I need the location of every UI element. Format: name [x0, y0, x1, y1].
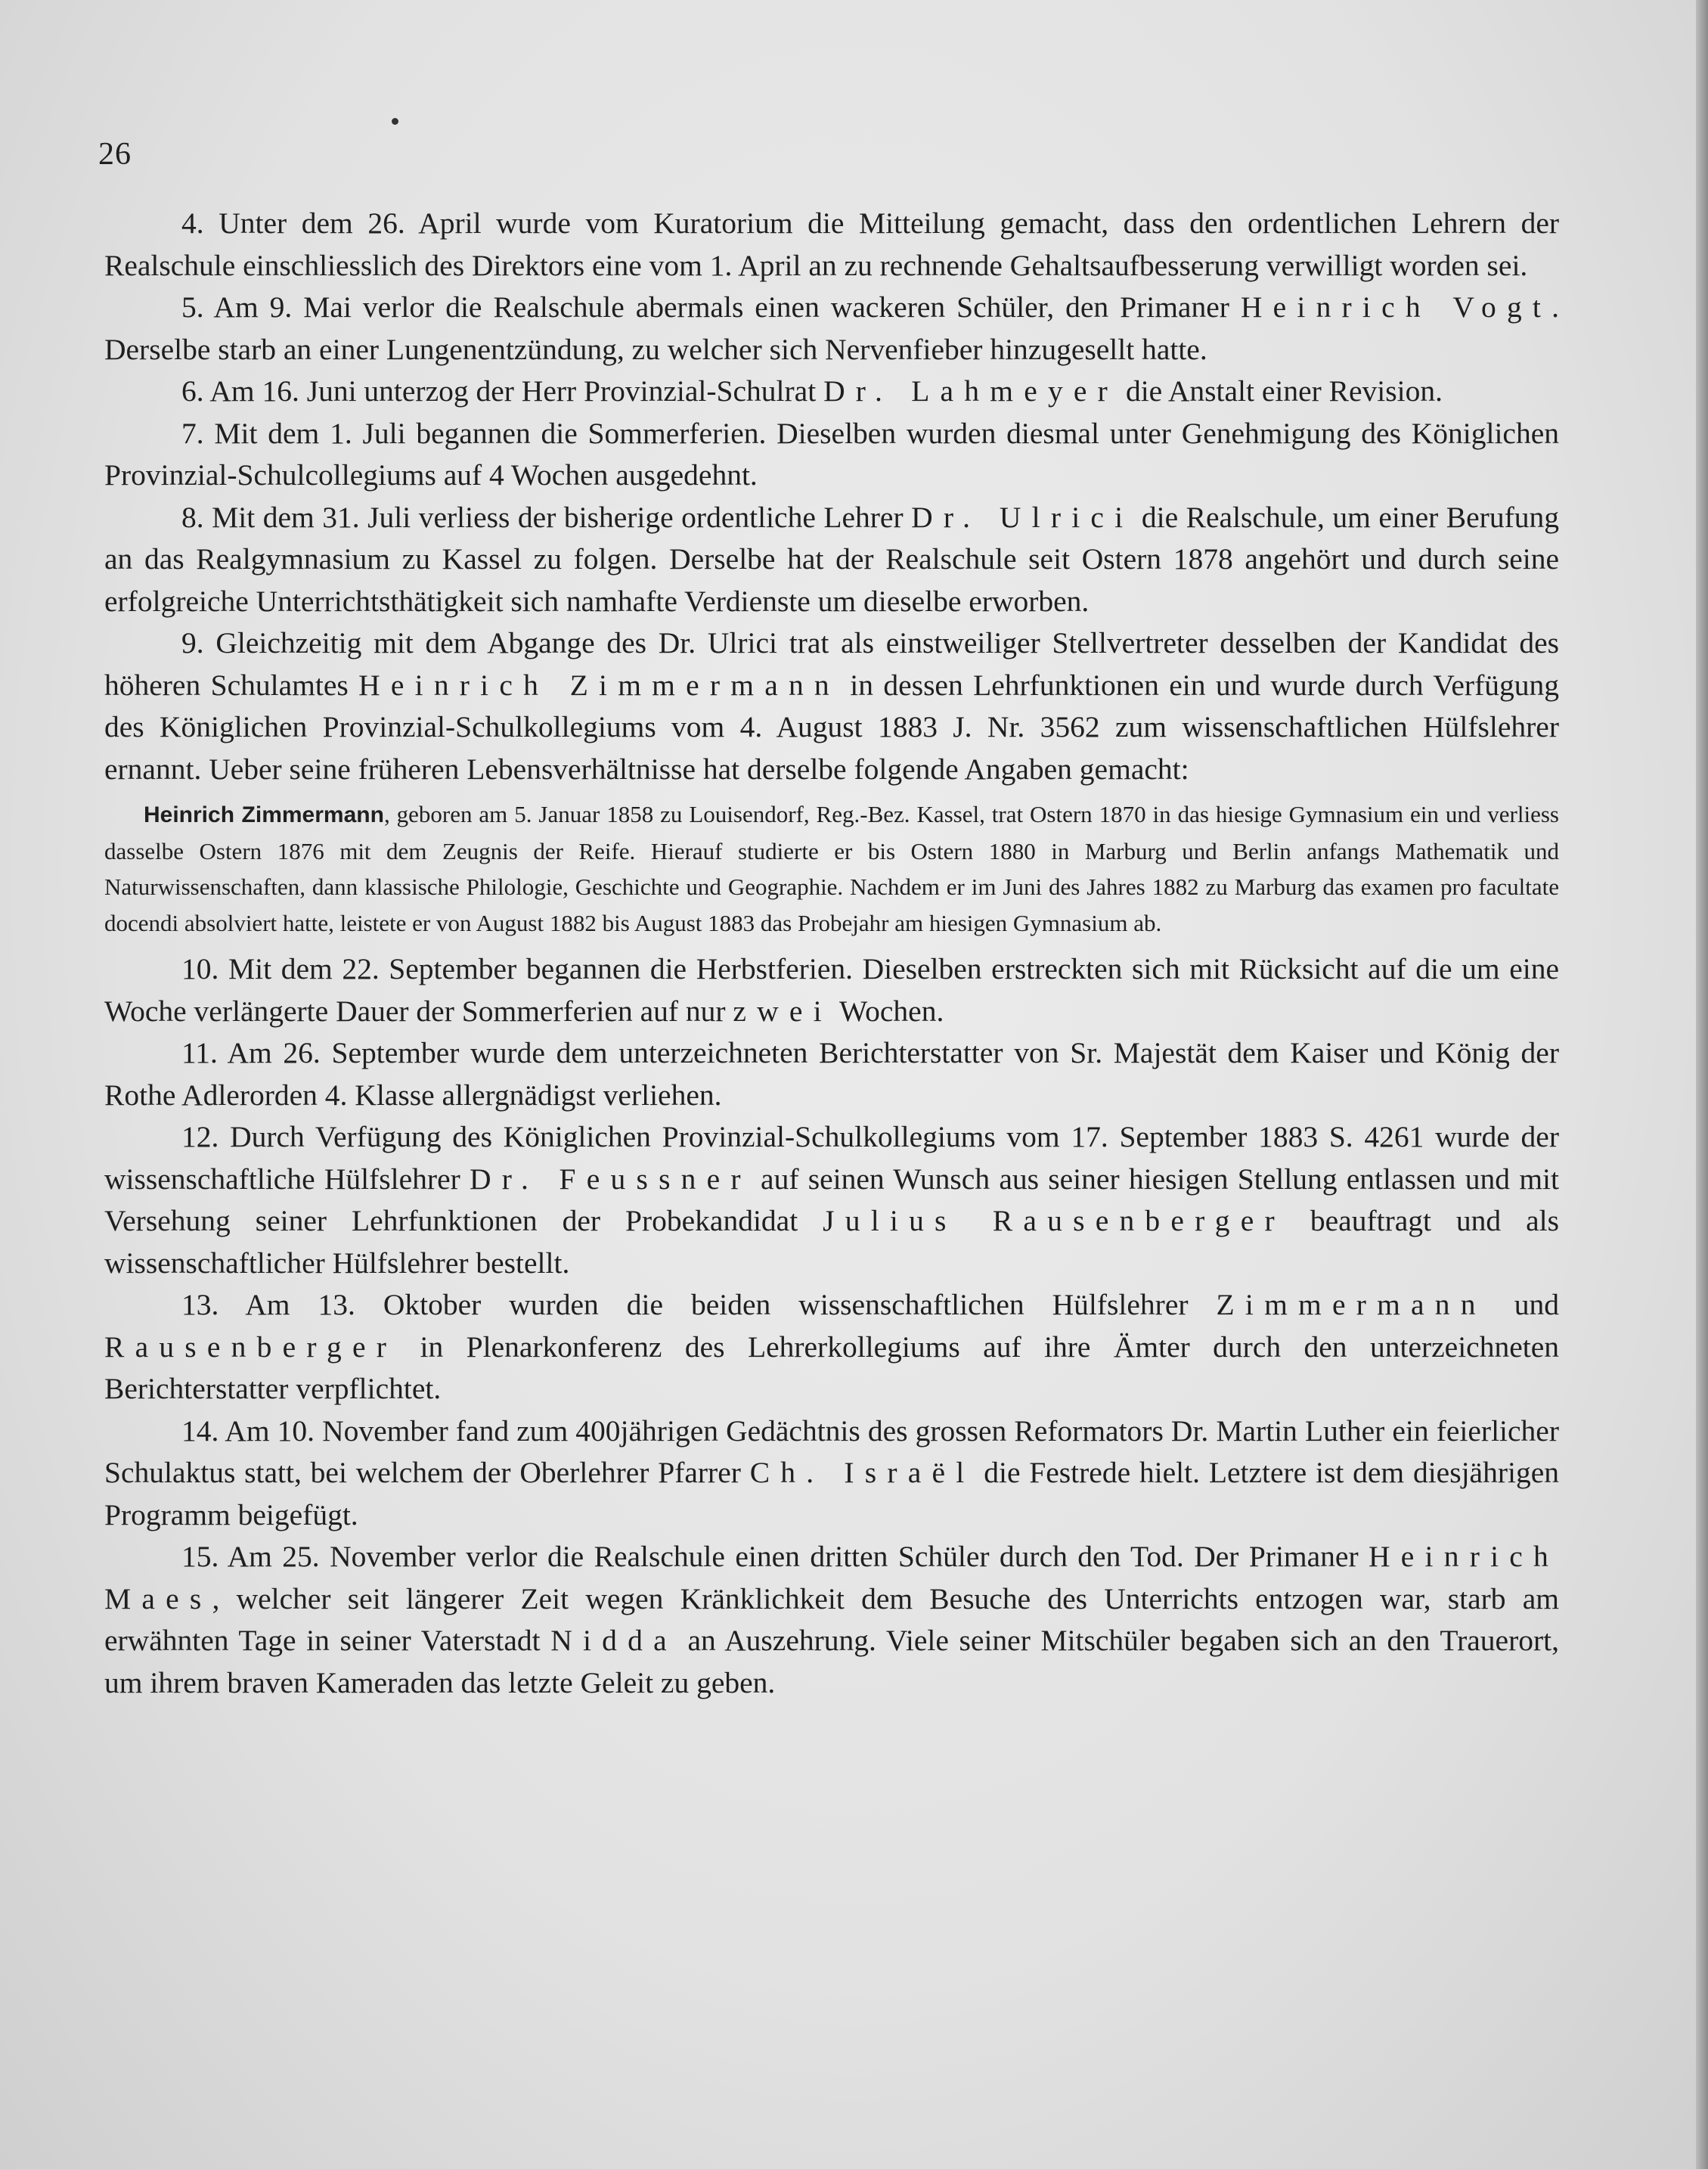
paragraph-8-text-a: 8. Mit dem 31. Juli verliess der bisherige ordentliche Lehrer — [181, 500, 912, 534]
paragraph-4 — [104, 203, 1559, 287]
paragraph-13-text-c: und — [1486, 1288, 1559, 1321]
paragraph-5-text-c: . Derselbe starb an einer Lungenentzündung, zu welcher sich Nervenfieber hinzugesellt hatte. — [104, 290, 1559, 366]
paragraph-6-text-c: die Anstalt einer Revision. — [1118, 374, 1443, 408]
paragraph-12 — [104, 1116, 1559, 1284]
paragraph-14 — [104, 1410, 1559, 1537]
paragraph-12-name-2: Julius Rausenberger — [823, 1204, 1285, 1237]
paragraph-15-place: Nidda — [550, 1624, 677, 1657]
paragraph-12-text-a: 12. Durch Verfügung des Königlichen Provinzial-Schulkollegiums vom 17. September 1883 S. 4261 wurde der wissenschaftliche Hülfslehrer — [104, 1120, 1559, 1196]
paragraph-13-name-2: Rausenberger — [104, 1330, 398, 1364]
paragraph-10-text-a: 10. Mit dem 22. September begannen die Herbstferien. Dieselben erstreckten sich mit Rücksicht auf die um eine Woche verlängerte Dauer der Sommerferien auf nur — [104, 952, 1559, 1028]
paragraph-9-text-c: in dessen Lehrfunktionen ein und wurde durch Verfügung des Königlichen Provinzial-Schulkollegiums vom 4. August 1883 J. Nr. 3562 zum wissenschaftlichen Hülfslehrer ernannt. Ueber seine früheren Lebensverhältnisse hat derselbe folgende Angaben gemacht: — [104, 668, 1559, 786]
paragraph-15-name: Heinrich Maes — [104, 1540, 1559, 1615]
paragraph-13-text-e: in Plenarkonferenz des Lehrerkollegiums auf ihre Ämter durch den unterzeichneten Berichterstatter verpflichtet. — [104, 1330, 1559, 1405]
paragraph-15-text-e: an Auszehrung. Viele seiner Mitschüler begaben sich an den Trauerort, um ihrem braven Kameraden das letzte Geleit zu geben. — [104, 1624, 1559, 1699]
page-number: 26 — [98, 137, 132, 172]
biography-note-name: Heinrich Zimmermann — [144, 802, 384, 827]
paragraph-15 — [104, 1536, 1559, 1704]
paragraph-6 — [104, 371, 1559, 413]
paragraph-12-name-1: Dr. Feussner — [470, 1162, 752, 1196]
paragraph-10 — [104, 948, 1559, 1032]
paragraph-10-text-c: Wochen. — [832, 994, 944, 1028]
paragraph-6-name: Dr. Lahmeyer — [823, 374, 1119, 408]
paragraph-5-name: Heinrich Vogt — [1240, 290, 1552, 324]
paragraph-7 — [104, 413, 1559, 497]
paragraph-9 — [104, 622, 1559, 790]
paragraph-7-text: 7. Mit dem 1. Juli begannen die Sommerferien. Dieselben wurden diesmal unter Genehmigung des Königlichen Provinzial-Schulcollegiums auf 4 Wochen ausgedehnt. — [104, 416, 1559, 492]
paragraph-6-text-a: 6. Am 16. Juni unterzog der Herr Provinzial-Schulrat — [181, 374, 824, 408]
biography-note — [104, 796, 1559, 941]
paragraph-4-text: 4. Unter dem 26. April wurde vom Kuratorium die Mitteilung gemacht, dass den ordentlichen Lehrern der Realschule einschliesslich des Direktors eine vom 1. April an zu rechnende Gehaltsaufbesserung verwilligt worden sei. — [104, 206, 1559, 282]
chronicle-text — [104, 203, 1559, 1704]
paragraph-8-name: Dr. Ulrici — [911, 500, 1134, 534]
paragraph-8-text-c: die Realschule, um einer Berufung an das Realgymnasium zu Kassel zu folgen. Derselbe hat der Realschule seit Ostern 1878 angehört und durch seine erfolgreiche Unterrichtsthätigkeit sich namhafte Verdienste um dieselbe erworben. — [104, 500, 1559, 618]
paragraph-12-text-e: beauftragt und als wissenschaftlicher Hülfslehrer bestellt. — [104, 1204, 1560, 1280]
paragraph-12-text-c: auf seinen Wunsch aus seiner hiesigen Stellung entlassen und mit Versehung seiner Lehrfunktionen der Probekandidat — [104, 1162, 1559, 1237]
paragraph-11-text: 11. Am 26. September wurde dem unterzeichneten Berichterstatter von Sr. Majestät dem Kaiser und König der Rothe Adlerorden 4. Klasse allergnädigst verliehen. — [104, 1036, 1559, 1112]
paragraph-10-emphasis: zwei — [733, 994, 832, 1028]
paragraph-13-name-1: Zimmermann — [1216, 1288, 1486, 1321]
page-edge-shadow — [1696, 0, 1708, 2169]
paragraph-5-text-a: 5. Am 9. Mai verlor die Realschule abermals einen wackeren Schüler, den Primaner — [181, 290, 1241, 324]
paragraph-9-text-a: 9. Gleichzeitig mit dem Abgange des Dr. Ulrici trat als einstweiliger Stellvertreter desselben der Kandidat des höheren Schulamtes — [104, 626, 1559, 702]
biography-note-text: , geboren am 5. Januar 1858 zu Louisendorf, Reg.-Bez. Kassel, trat Ostern 1870 in das hiesige Gymnasium ein und verliess dasselbe Ostern 1876 mit dem Zeugnis der Reife. Hierauf studierte er bis Ostern 1880 in Marburg und Berlin anfangs Mathematik und Naturwissenschaften, dann klassische Philologie, Geschichte und Geographie. Nachdem er im Juni des Jahres 1882 zu Marburg das examen pro facultate docendi absolviert hatte, leistete er von August 1882 bis August 1883 das Probejahr am hiesigen Gymnasium ab. — [104, 801, 1559, 936]
paragraph-14-text-a: 14. Am 10. November fand zum 400jährigen Gedächtnis des grossen Reformators Dr. Martin Luther ein feierlicher Schulaktus statt, bei welchem der Oberlehrer Pfarrer — [104, 1413, 1559, 1489]
paragraph-9-name: Heinrich Zimmermann — [358, 668, 840, 702]
paragraph-14-text-c: die Festrede hielt. Letztere ist dem diesjährigen Programm beigefügt. — [104, 1456, 1559, 1531]
paragraph-14-name: Ch. Israël — [749, 1456, 975, 1489]
paragraph-5 — [104, 287, 1559, 371]
paragraph-15-text-c: , welcher seit längerer Zeit wegen Kränklichkeit dem Besuche des Unterrichts entzogen war, starb am erwähnten Tage in seiner Vaterstadt — [104, 1581, 1559, 1657]
paragraph-15-text-a: 15. Am 25. November verlor die Realschule einen dritten Schüler durch den Tod. Der Primaner — [181, 1540, 1369, 1573]
paragraph-13-text-a: 13. Am 13. Oktober wurden die beiden wissenschaftlichen Hülfslehrer — [181, 1288, 1217, 1321]
ink-dot — [392, 118, 398, 125]
paragraph-13 — [104, 1284, 1559, 1410]
paragraph-8 — [104, 497, 1559, 623]
paragraph-11 — [104, 1032, 1559, 1116]
